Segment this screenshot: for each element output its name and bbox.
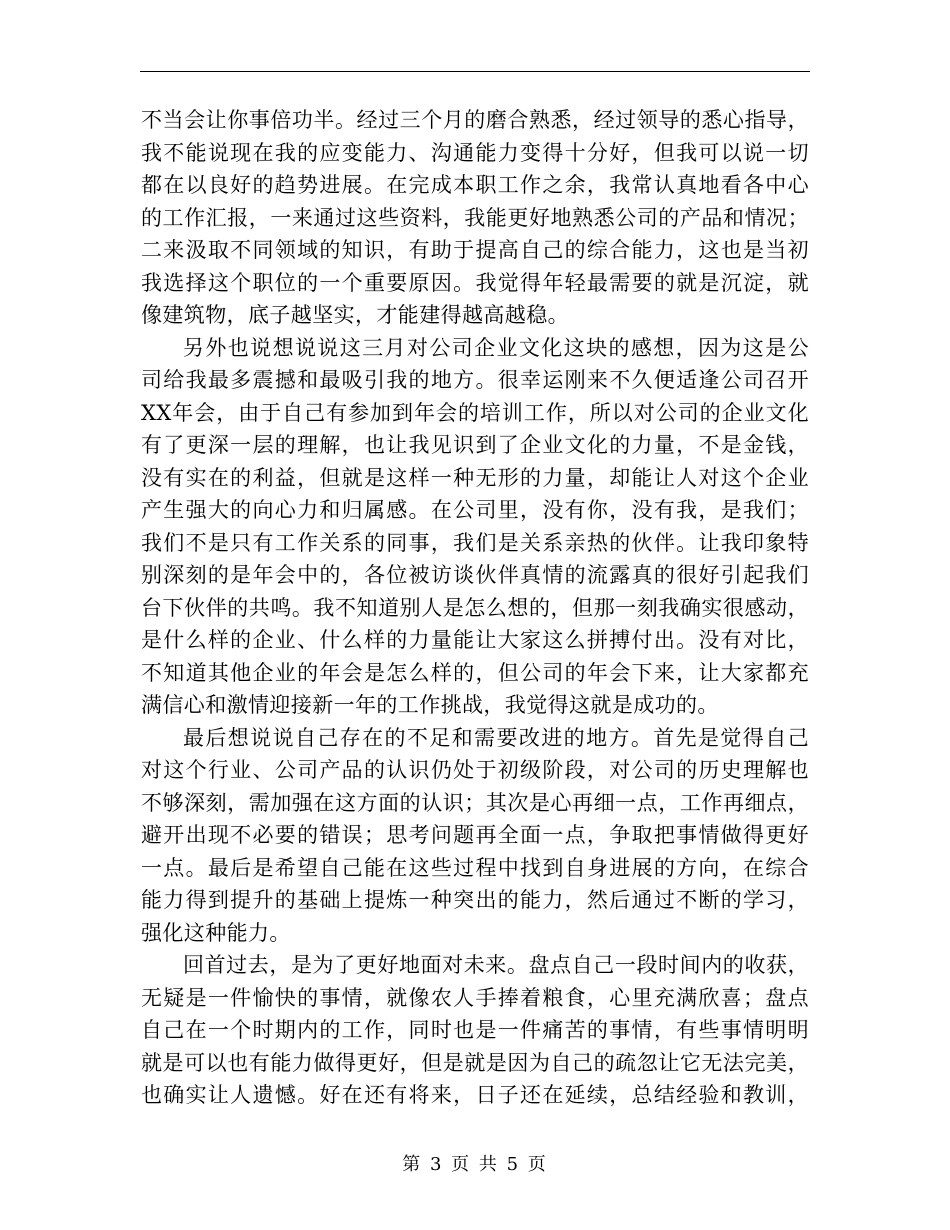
text-line: 我们不是只有工作关系的同事，我们是关系亲热的伙伴。让我印象特 xyxy=(141,530,809,555)
text-line: XX年会，由于自己有参加到年会的培训工作，所以对公司的企业文化 xyxy=(141,400,809,425)
text-line: 没有实在的利益，但就是这样一种无形的力量，却能让人对这个企业 xyxy=(141,465,809,490)
text-line: 回首过去，是为了更好地面对未来。盘点自己一段时间内的收获， xyxy=(183,953,809,977)
text-line: 能力得到提升的基础上提炼一种突出的能力，然后通过不断的学习， xyxy=(141,888,809,912)
paragraph xyxy=(141,722,809,950)
paragraph xyxy=(141,332,809,722)
text-line: 的工作汇报，一来通过这些资料，我能更好地熟悉公司的产品和情况； xyxy=(141,205,809,230)
document-body xyxy=(141,104,809,1112)
text-line: 一点。最后是希望自己能在这些过程中找到自身进展的方向，在综合 xyxy=(141,855,809,880)
text-line: 就是可以也有能力做得更好，但是就是因为自己的疏忽让它无法完美， xyxy=(141,1050,809,1075)
text-line: 台下伙伴的共鸣。我不知道别人是怎么想的，但那一刻我确实很感动， xyxy=(141,595,809,620)
text-line: 对这个行业、公司产品的认识仍处于初级阶段，对公司的历史理解也 xyxy=(141,758,809,782)
text-line: 有了更深一层的理解，也让我见识到了企业文化的力量，不是金钱， xyxy=(141,433,809,457)
paragraph xyxy=(141,949,809,1112)
text-line: 产生强大的向心力和归属感。在公司里，没有你，没有我，是我们； xyxy=(141,498,809,522)
text-line: 像建筑物，底子越坚实，才能建得越高越稳。 xyxy=(141,303,569,327)
text-line: 自己在一个时期内的工作，同时也是一件痛苦的事情，有些事情明明 xyxy=(141,1018,809,1042)
text-line: 无疑是一件愉快的事情，就像农人手捧着粮食，心里充满欣喜；盘点 xyxy=(141,985,809,1010)
text-line: 二来汲取不同领域的知识，有助于提高自己的综合能力，这也是当初 xyxy=(141,238,809,262)
text-line: 司给我最多震撼和最吸引我的地方。很幸运刚来不久便适逢公司召开 xyxy=(141,368,809,392)
text-line: 强化这种能力。 xyxy=(141,920,291,945)
text-line: 不当会让你事倍功半。经过三个月的磨合熟悉，经过领导的悉心指导， xyxy=(141,108,809,132)
text-line: 另外也说想说说这三月对公司企业文化这块的感想，因为这是公 xyxy=(183,335,809,360)
text-line: 最后想说说自己存在的不足和需要改进的地方。首先是觉得自己 xyxy=(183,725,809,750)
text-line: 我不能说现在我的应变能力、沟通能力变得十分好，但我可以说一切 xyxy=(141,140,809,165)
text-line: 别深刻的是年会中的，各位被访谈伙伴真情的流露真的很好引起我们 xyxy=(141,563,809,587)
header-rule xyxy=(140,71,810,72)
page-number-footer: 第 3 页 共 5 页 xyxy=(402,1154,548,1175)
text-line: 不知道其他企业的年会是怎么样的，但公司的年会下来，让大家都充 xyxy=(141,660,809,685)
text-line: 不够深刻，需加强在这方面的认识；其次是心再细一点，工作再细点， xyxy=(141,790,809,815)
paragraph xyxy=(141,104,809,332)
text-line: 都在以良好的趋势进展。在完成本职工作之余，我常认真地看各中心 xyxy=(141,173,809,197)
text-line: 也确实让人遗憾。好在还有将来，日子还在延续，总结经验和教训， xyxy=(141,1083,809,1107)
text-line: 避开出现不必要的错误；思考问题再全面一点，争取把事情做得更好 xyxy=(141,823,809,847)
text-line: 满信心和激情迎接新一年的工作挑战，我觉得这就是成功的。 xyxy=(141,693,719,717)
text-line: 我选择这个职位的一个重要原因。我觉得年轻最需要的就是沉淀，就 xyxy=(141,270,809,295)
text-line: 是什么样的企业、什么样的力量能让大家这么拼搏付出。没有对比， xyxy=(141,628,809,652)
